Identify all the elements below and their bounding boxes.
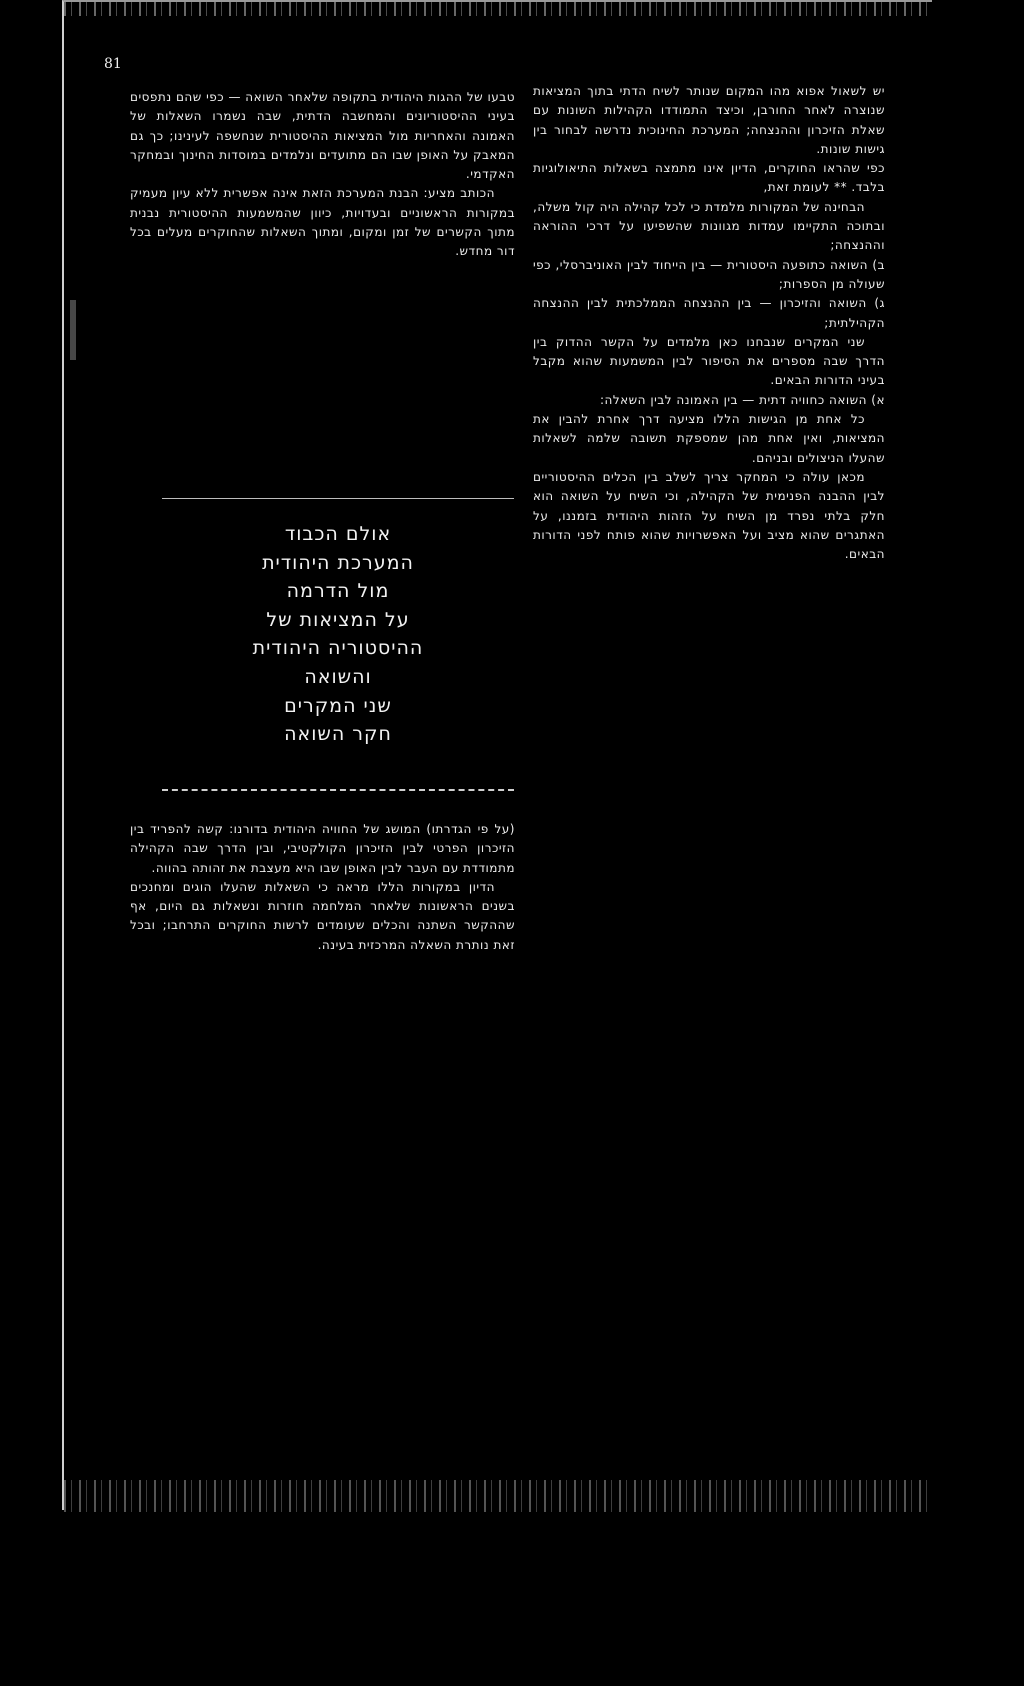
paragraph: (על פי הגדרתו) המושג של החוויה היהודית בדורנו: קשה להפריד בין הזיכרון הפרטי לבין הזיכרון הקולקטיבי, ובין הדרך שבה הקהילה מתמודדת עם העבר לבין האופן שבו היא מעצבת את זהותה בהווה. bbox=[130, 822, 515, 875]
left-column bbox=[533, 82, 885, 564]
margin-mark bbox=[70, 300, 76, 360]
pull-quote-line: והשואה bbox=[304, 665, 372, 688]
pull-quote-line: ההיסטוריה היהודית bbox=[252, 637, 424, 660]
page-number: 81 bbox=[104, 56, 122, 72]
list-item: א) השואה כחוויה דתית — בין האמונה לבין השאלה: bbox=[599, 392, 885, 407]
page-bottom-edge bbox=[64, 1480, 932, 1512]
list-item: ב) השואה כתופעה היסטורית — בין הייחוד לבין האוניברסלי, כפי שעולה מן הספרות; bbox=[533, 257, 885, 291]
pull-quote-line: חקר השואה bbox=[284, 723, 392, 746]
paragraph: הכותב מציע: הבנת המערכת הזאת אינה אפשרית ללא עיון מעמיק במקורות הראשוניים ובעדויות, כיוון שהמשמעות ההיסטורית נבנית מתוך הקשרים של זמן ומקום, ומתוך השאלות שהחוקרים מעלים בכל דור מחדש. bbox=[130, 186, 515, 259]
paragraph: הדיון במקורות הללו מראה כי השאלות שהעלו הוגים ומחנכים בשנים הראשונות שלאחר המלחמה חוזרות ונשאלות גם היום, אף שההקשר השתנה והכלים שעומדים לרשות החוקרים התרחבו; ובכל זאת נותרת השאלה המרכזית בעינה. bbox=[130, 879, 515, 952]
list-item: ג) השואה והזיכרון — בין ההנצחה הממלכתית לבין ההנצחה הקהילתית; bbox=[533, 296, 885, 330]
paragraph: יש לשאול אפוא מהו המקום שנותר לשיח הדתי בתוך המציאות שנוצרה לאחר החורבן, וכיצד התמודדו הקהילות השונות עם שאלת הזיכרון וההנצחה; המערכת החינוכית נדרשה לבחור בין גישות שונות. bbox=[533, 84, 885, 156]
pull-quote-line: המערכת היהודית bbox=[262, 551, 414, 574]
paragraph: שני המקרים שנבחנו כאן מלמדים על הקשר ההדוק בין הדרך שבה מספרים את הסיפור לבין המשמעות שהוא מקבל בעיני הדורות הבאים. bbox=[533, 334, 885, 388]
pull-quote-line: מול הדרמה bbox=[286, 580, 390, 603]
pull-quote-line: שני המקרים bbox=[284, 694, 392, 717]
pull-quote-line: אולם הכבוד bbox=[284, 523, 392, 545]
pull-quote-rule-top bbox=[162, 498, 514, 499]
right-column-bottom bbox=[130, 820, 515, 955]
pull-quote-rule-bottom bbox=[162, 789, 514, 791]
paragraph: טבעו של ההגות היהודית בתקופה שלאחר השואה — כפי שהם נתפסים בעיני ההיסטוריונים והמחשבה הדתית, שבה נשמרו השאלות של האמונה והאחריות מול המציאות ההיסטורית שנחשפה לעינינו; כך גם המאבק על האופן שבו הם מתועדים ונלמדים במוסדות החינוך ובמחקר האקדמי. bbox=[130, 90, 515, 182]
paragraph: מכאן עולה כי המחקר צריך לשלב בין הכלים ההיסטוריים לבין ההבנה הפנימית של הקהילה, וכי השיח על השואה הוא חלק בלתי נפרד מן השיח על הזהות היהודית בזמננו, על האתגרים שהוא מציב ועל האפשרויות שהוא פותח לפני הדורות הבאים. bbox=[533, 469, 885, 562]
page-top-edge bbox=[64, 2, 932, 16]
right-column-top bbox=[130, 88, 515, 262]
paragraph: כל אחת מן הגישות הללו מציעה דרך אחרת להבין את המציאות, ואין אחת מהן שמספקת תשובה שלמה לשאלות שהעלו הניצולים ובניהם. bbox=[533, 412, 885, 465]
pull-quote bbox=[158, 520, 518, 749]
paragraph: הבחינה של המקורות מלמדת כי לכל קהילה היה קול משלה, ובתוכה התקיימו עמדות מגוונות שהשפיעו על דרכי ההוראה וההנצחה; bbox=[533, 199, 885, 253]
pull-quote-line: על המציאות של bbox=[266, 608, 410, 631]
paragraph: כפי שהראו החוקרים, הדיון אינו מתמצה בשאלות התיאולוגיות בלבד. ** לעומת זאת, bbox=[533, 161, 885, 195]
